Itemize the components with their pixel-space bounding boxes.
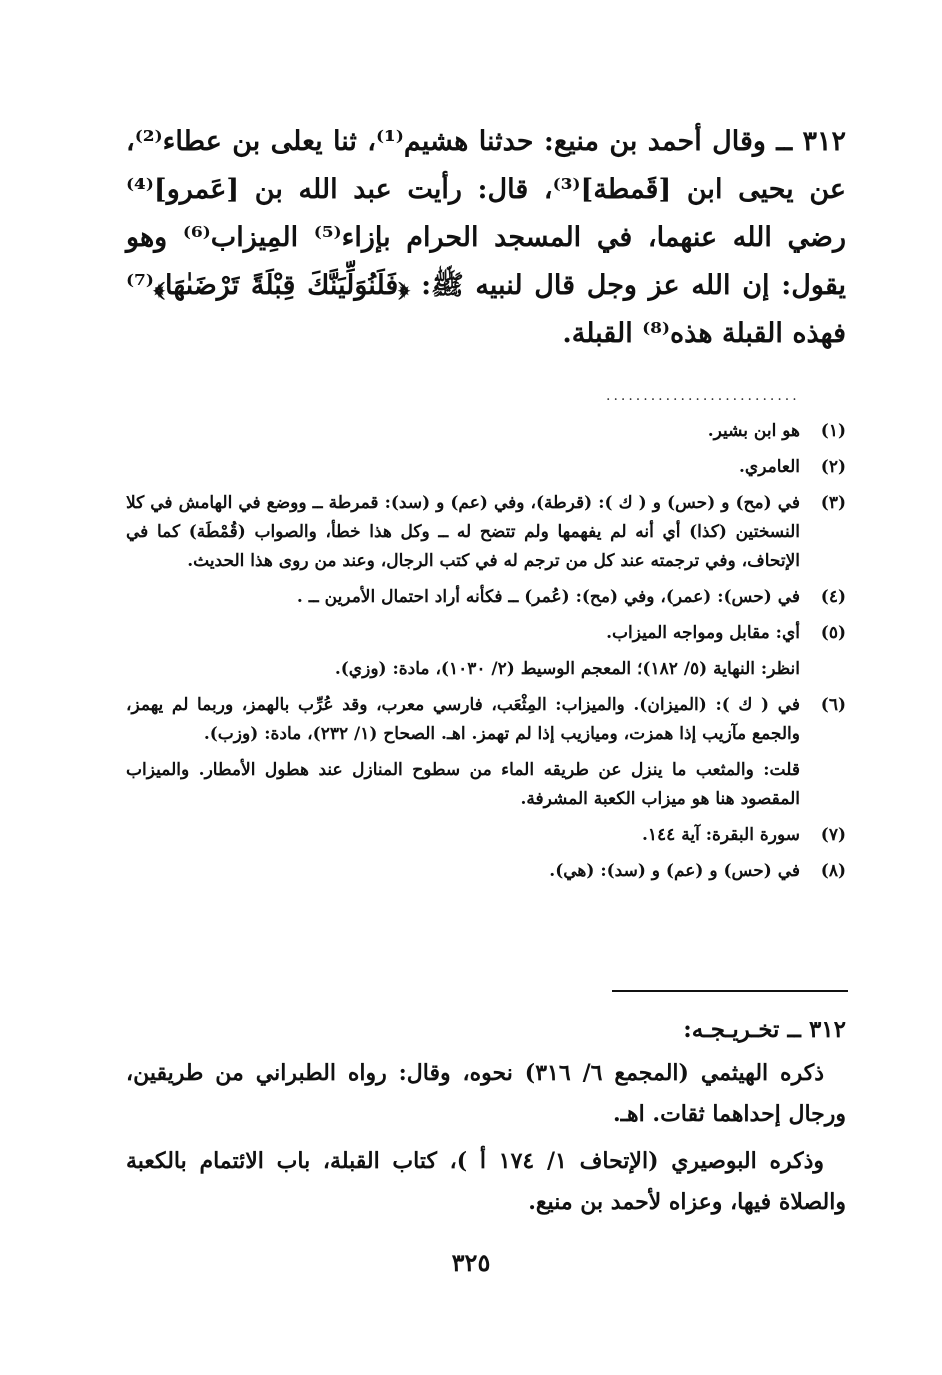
hadith-paragraph: ٣١٢ ــ وقال أحمد بن منيع: حدثنا هشيم⁽¹⁾، ثنا يعلى بن عطاء⁽²⁾، عن يحيى ابن [قَمطة]⁽³⁾، قال: رأيت عبد الله بن [عَمرو]⁽⁴⁾ رضي الله عنهما، في المسجد الحرام بإزاء⁽⁵⁾ المِيزاب⁽⁶⁾ وهو يقول: إن الله عز وجل قال لنبيه ﷺ: ﴿فَلَنُوَلِّيَنَّكَ قِبْلَةً تَرْضَىٰهَا﴾⁽⁷⁾ فهذه القبلة هذه⁽⁸⁾ القبلة.	[126, 126, 846, 349]
section-divider	[612, 990, 848, 992]
footnote-2	[126, 453, 846, 482]
footnote-number: (٥)	[820, 623, 846, 643]
takhrij-paragraph-2: وذكره البوصيري (الإتحاف ١/ ١٧٤ أ )، كتاب القبلة، باب الائتمام بالكعبة والصلاة فيها، وعزاه لأحمد بن منيع.	[126, 1148, 846, 1215]
footnote-1	[126, 417, 846, 446]
footnote-text: هو ابن بشير.	[707, 421, 800, 441]
footnote-number: (٨)	[820, 861, 846, 881]
footnote-6	[126, 691, 846, 749]
page-number: ٣٢٥	[451, 1248, 491, 1277]
takhrij-heading: ٣١٢ ــ تخـريـجـه:	[683, 1016, 846, 1043]
footnote-number: (٢)	[820, 457, 846, 477]
footnote-text: العامري.	[739, 457, 800, 477]
footnote-7	[126, 821, 846, 850]
hadith-text	[126, 118, 846, 358]
footnote-text: في ( ك ): (الميزان). والميزاب: المِثْعَب، فارسي معرب، وقد عُرِّب بالهمز، وربما لم يهمز، والجمع مآزيب إذا همزت، وميازيب إذا لم تهمز. اهـ. الصحاح (١/ ٢٣٢)، مادة: (وزب).	[126, 695, 800, 744]
footnote-5-continuation: انظر: النهاية (٥/ ١٨٢)؛ المعجم الوسيط (٢/ ١٠٣٠)، مادة: (وزي).	[334, 659, 800, 679]
takhrij-body	[126, 1053, 846, 1229]
footnote-number: (١)	[820, 421, 846, 441]
footnote-text: في (حس): (عمر)، وفي (مح): (عُمر) ــ فكأنه أراد احتمال الأمرين ــ .	[296, 587, 800, 607]
footnote-text: في (حس) و (عم) و (سد): (هي).	[549, 861, 800, 881]
footnote-4	[126, 583, 846, 612]
footnote-number: (٧)	[820, 825, 846, 845]
footnote-8	[126, 857, 846, 886]
footnotes	[126, 417, 846, 893]
footnote-5	[126, 619, 846, 648]
footnote-6-continuation: قلت: والمثعب ما ينزل عن طريقه الماء من سطوح المنازل عند هطول الأمطار. والميزاب المقصود هنا هو ميزاب الكعبة المشرفة.	[126, 760, 800, 809]
footnote-text: سورة البقرة: آية ١٤٤.	[642, 825, 800, 845]
takhrij-paragraph-1: ذكره الهيثمي (المجمع ٦/ ٣١٦) نحوه، وقال: رواه الطبراني من طريقين، ورجال إحداهما ثقات. اهـ.	[126, 1060, 846, 1127]
footnote-text: أي: مقابل ومواجه الميزاب.	[606, 623, 800, 643]
footnote-3	[126, 489, 846, 576]
footnote-number: (٤)	[820, 587, 846, 607]
footnote-number: (٦)	[820, 695, 846, 715]
footnote-text: في (مح) و (حس) و ( ك ): (قرطة)، وفي (عم) و (سد): قمرطة ــ ووضع في الهامش في كلا النسختين (كذا) أي أنه لم يفهمها ولم تتضح له ــ وكل هذا خطأ، والصواب (قُمْطَة) كما في الإتحاف، وفي ترجمته عند كل من ترجم له في كتب الرجال، وعند من روى هذا الحديث.	[126, 493, 800, 571]
footnote-number: (٣)	[820, 493, 846, 513]
footnote-separator: ..........................	[606, 392, 800, 400]
